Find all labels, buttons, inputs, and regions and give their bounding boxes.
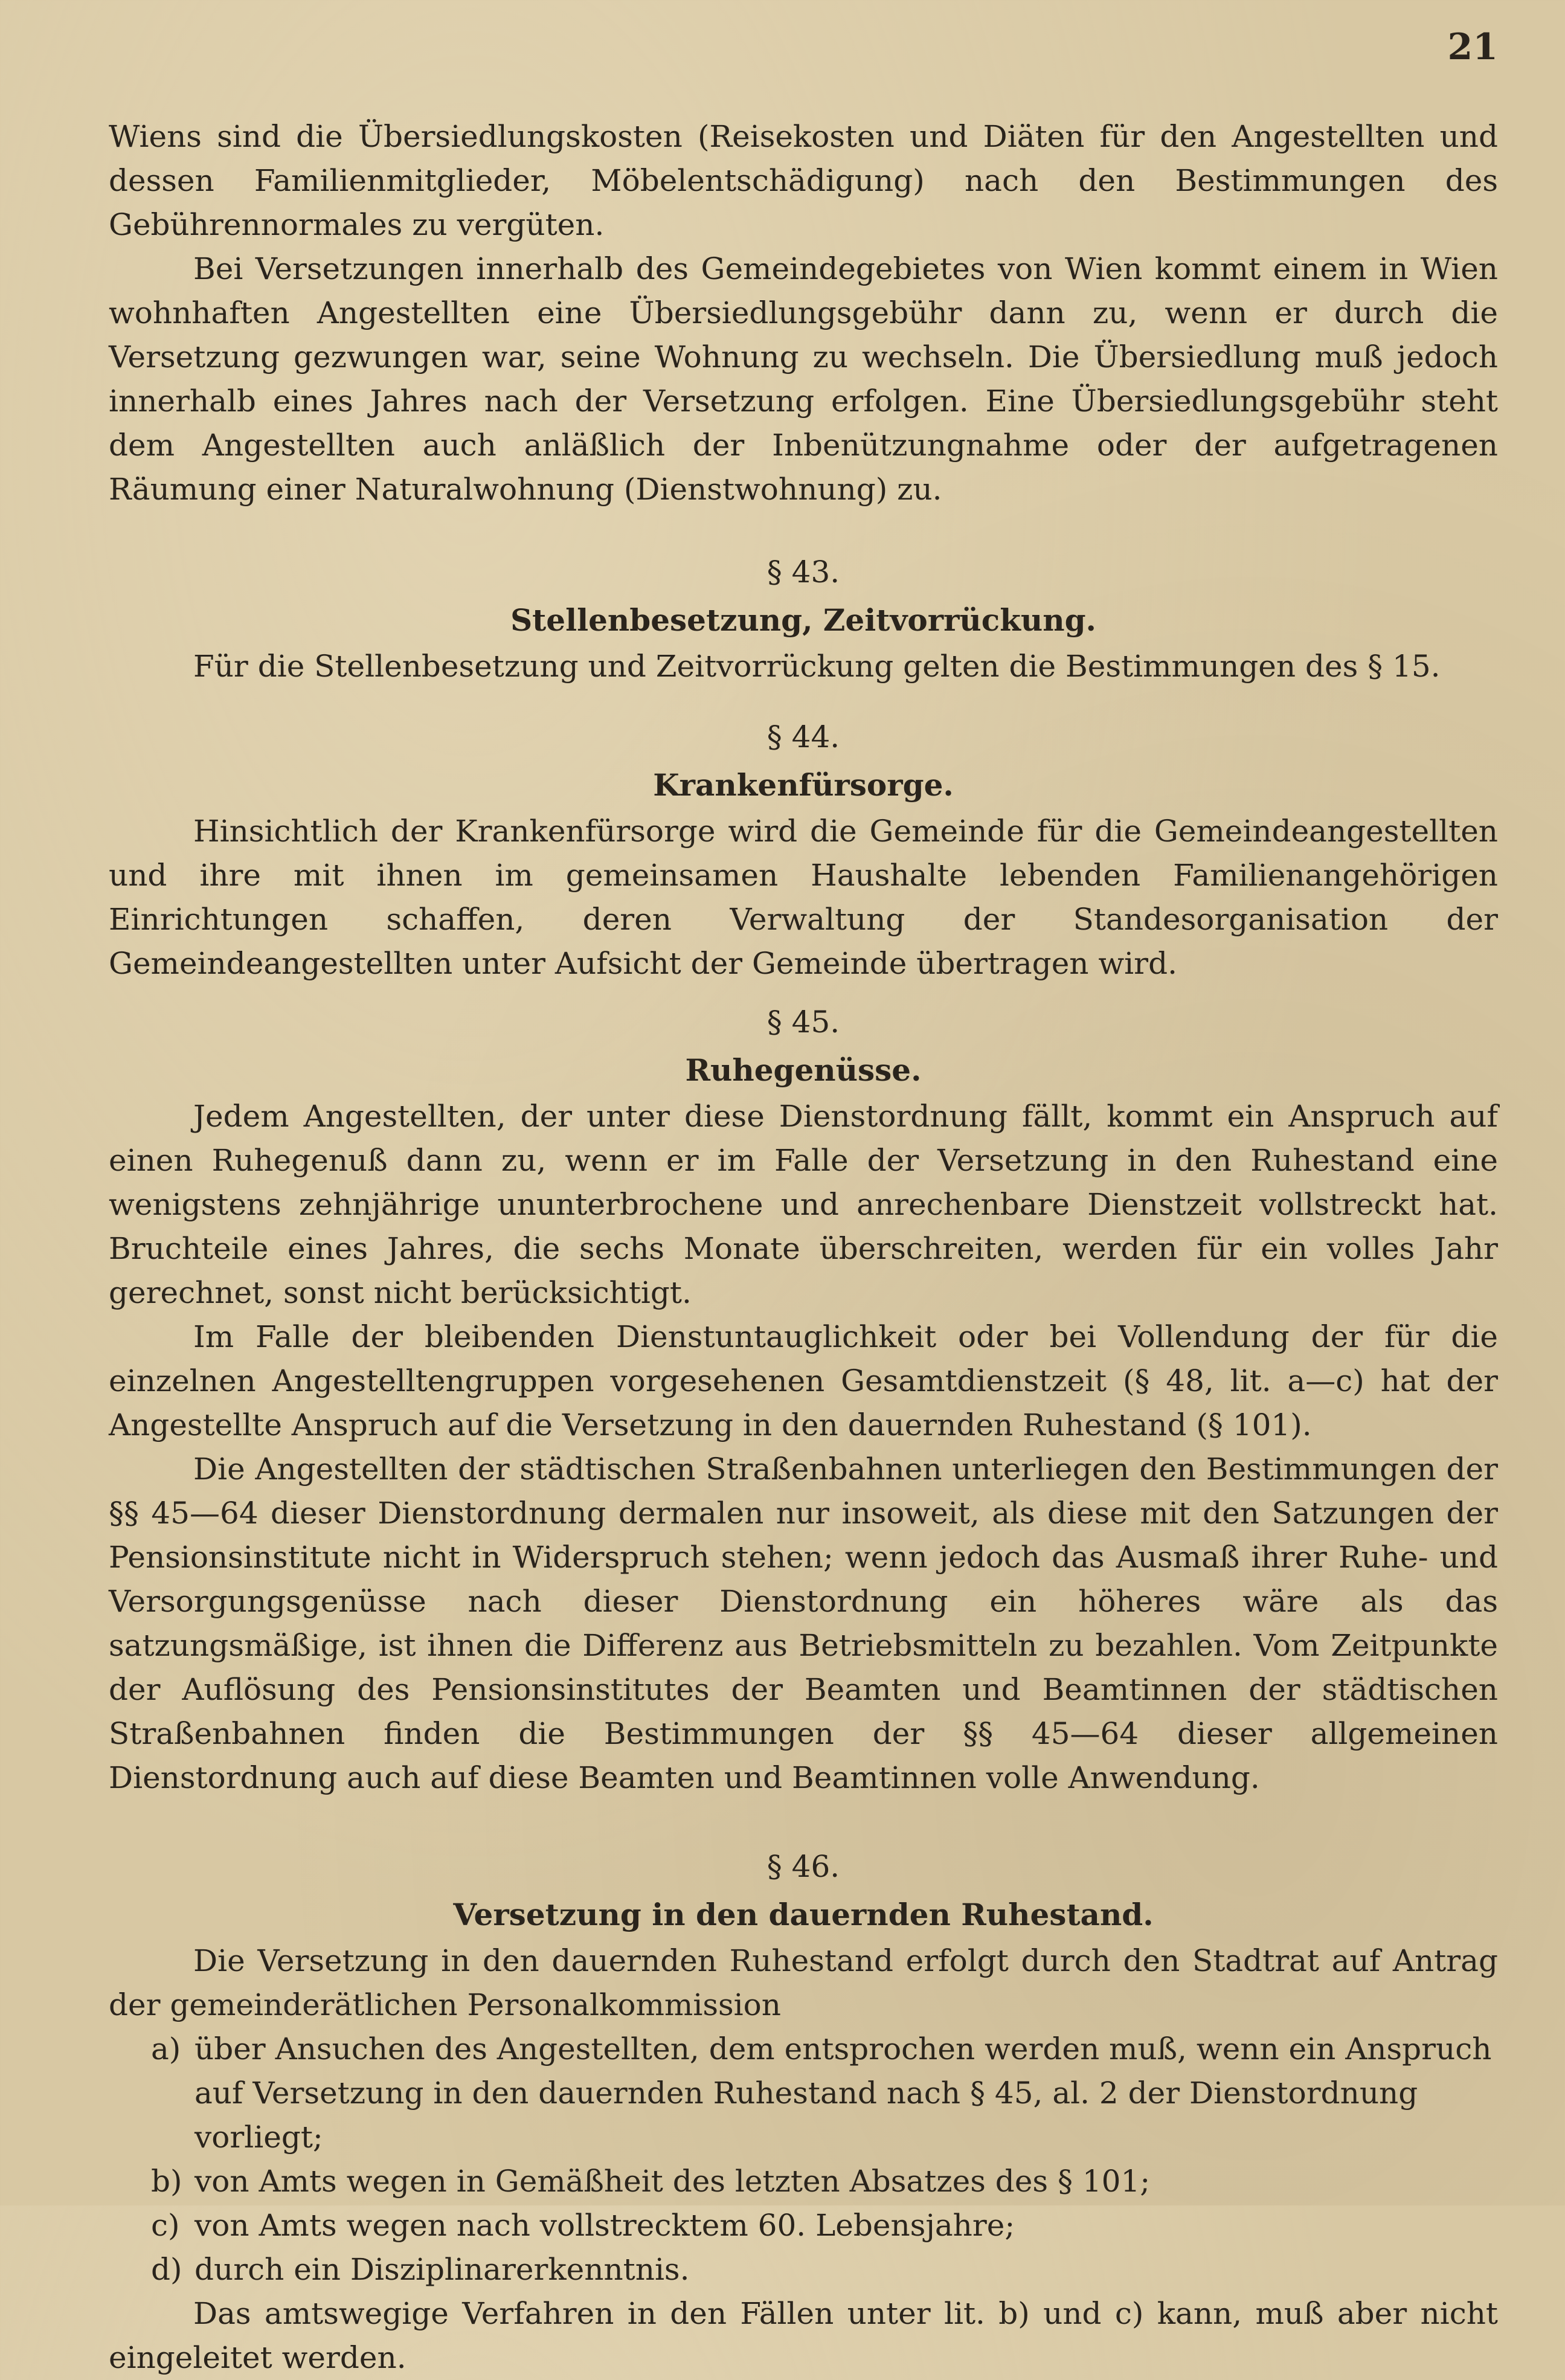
list-text: durch ein Disziplinarerkenntnis.: [194, 2252, 690, 2287]
page-number: 21: [1447, 26, 1498, 68]
paragraph: Für die Stellenbesetzung und Zeitvorrückung gelten die Bestimmungen des § 15.: [193, 649, 1441, 684]
paragraph: Jedem Angestellten, der unter diese Dienstordnung fällt, kommt ein Anspruch auf einen Ruhegenuß dann zu, wenn er im Falle der Versetzung in den Ruhestand eine wenigstens zehnjährige ununterbrochene und anrechenbare Dienstzeit vollstreckt hat. Bruchteile eines Jahres, die sechs Monate überschreiten, werden für ein volles Jahr gerechnet, sonst nicht berücksichtigt.: [109, 1099, 1498, 1310]
paragraph: Bei Versetzungen innerhalb des Gemeindegebietes von Wien kommt einem in Wien wohnhaften Angestellten eine Übersiedlungsgebühr dann zu, wenn er durch die Versetzung gezwungen war, seine Wohnung zu wechseln. Die Übersiedlung muß jedoch innerhalb eines Jahres nach der Versetzung erfolgen. Eine Übersiedlungsgebühr steht dem Angestellten auch anläßlich der Inbenützungnahme oder der aufgetragenen Räumung einer Naturalwohnung (Dienstwohnung) zu.: [109, 251, 1498, 507]
list-text: von Amts wegen nach vollstrecktem 60. Lebensjahre;: [194, 2208, 1015, 2243]
list-item: [151, 2160, 1498, 2204]
paragraph: Wiens sind die Übersiedlungskosten (Reisekosten und Diäten für den Angestellten und dessen Familienmitglieder, Möbelentschädigung) nach den Bestimmungen des Gebührennormales zu vergüten.: [109, 119, 1498, 242]
section-title-44: Krankenfürsorge.: [653, 767, 954, 803]
section-number-45: § 45.: [766, 1005, 840, 1040]
section-number-43: § 43.: [766, 555, 840, 590]
list-item: [151, 2248, 1498, 2292]
list-item: [151, 2204, 1498, 2248]
section-number-46: § 46.: [766, 1849, 840, 1884]
section-title-46: Versetzung in den dauernden Ruhestand.: [453, 1897, 1154, 1932]
paragraph: Im Falle der bleibenden Dienstuntauglichkeit oder bei Vollendung der für die einzelnen Angestelltengruppen vorgesehenen Gesamtdienstzeit (§ 48, lit. a—c) hat der Angestellte Anspruch auf die Versetzung in den dauernden Ruhestand (§ 101).: [109, 1319, 1498, 1442]
section-title-43: Stellenbesetzung, Zeitvorrückung.: [510, 602, 1096, 638]
document-page: [109, 24, 1498, 2375]
section-title-45: Ruhegenüsse.: [685, 1052, 922, 1088]
list-marker: d): [151, 2252, 182, 2287]
paragraph: Hinsichtlich der Krankenfürsorge wird die Gemeinde für die Gemeindeangestellten und ihre mit ihnen im gemeinsamen Haushalte lebenden Familienangehörigen Einrichtungen schaffen, deren Verwaltung der Standesorganisation der Gemeindeangestellten unter Aufsicht der Gemeinde übertragen wird.: [109, 814, 1498, 981]
document-body: [109, 115, 1498, 2380]
section-number-44: § 44.: [766, 719, 840, 754]
paragraph: Die Versetzung in den dauernden Ruhestand erfolgt durch den Stadtrat auf Antrag der gemeinderätlichen Personalkommission: [109, 1943, 1498, 2022]
list-text: von Amts wegen in Gemäßheit des letzten Absatzes des § 101;: [194, 2164, 1151, 2199]
paragraph: Das amtswegige Verfahren in den Fällen unter lit. b) und c) kann, muß aber nicht eingeleitet werden.: [109, 2296, 1498, 2375]
paragraph: Die Angestellten der städtischen Straßenbahnen unterliegen den Bestimmungen der §§ 45—64 dieser Dienstordnung dermalen nur insoweit, als diese mit den Satzungen der Pensionsinstitute nicht in Widerspruch stehen; wenn jedoch das Ausmaß ihrer Ruhe- und Versorgungsgenüsse nach dieser Dienstordnung ein höheres wäre als das satzungsmäßige, ist ihnen die Differenz aus Betriebsmitteln zu bezahlen. Vom Zeitpunkte der Auflösung des Pensionsinstitutes der Beamten und Beamtinnen der städtischen Straßenbahnen finden die Bestimmungen der §§ 45—64 dieser allgemeinen Dienstordnung auch auf diese Beamten und Beamtinnen volle Anwendung.: [109, 1452, 1498, 1795]
list-marker: b): [151, 2164, 182, 2199]
list-marker: a): [151, 2031, 181, 2066]
list-marker: c): [151, 2208, 180, 2243]
list-text: über Ansuchen des Angestellten, dem entsprochen werden muß, wenn ein Anspruch auf Versetzung in den dauernden Ruhestand nach § 45, al. 2 der Dienstordnung vorliegt;: [194, 2031, 1492, 2155]
list-item: [151, 2027, 1498, 2160]
